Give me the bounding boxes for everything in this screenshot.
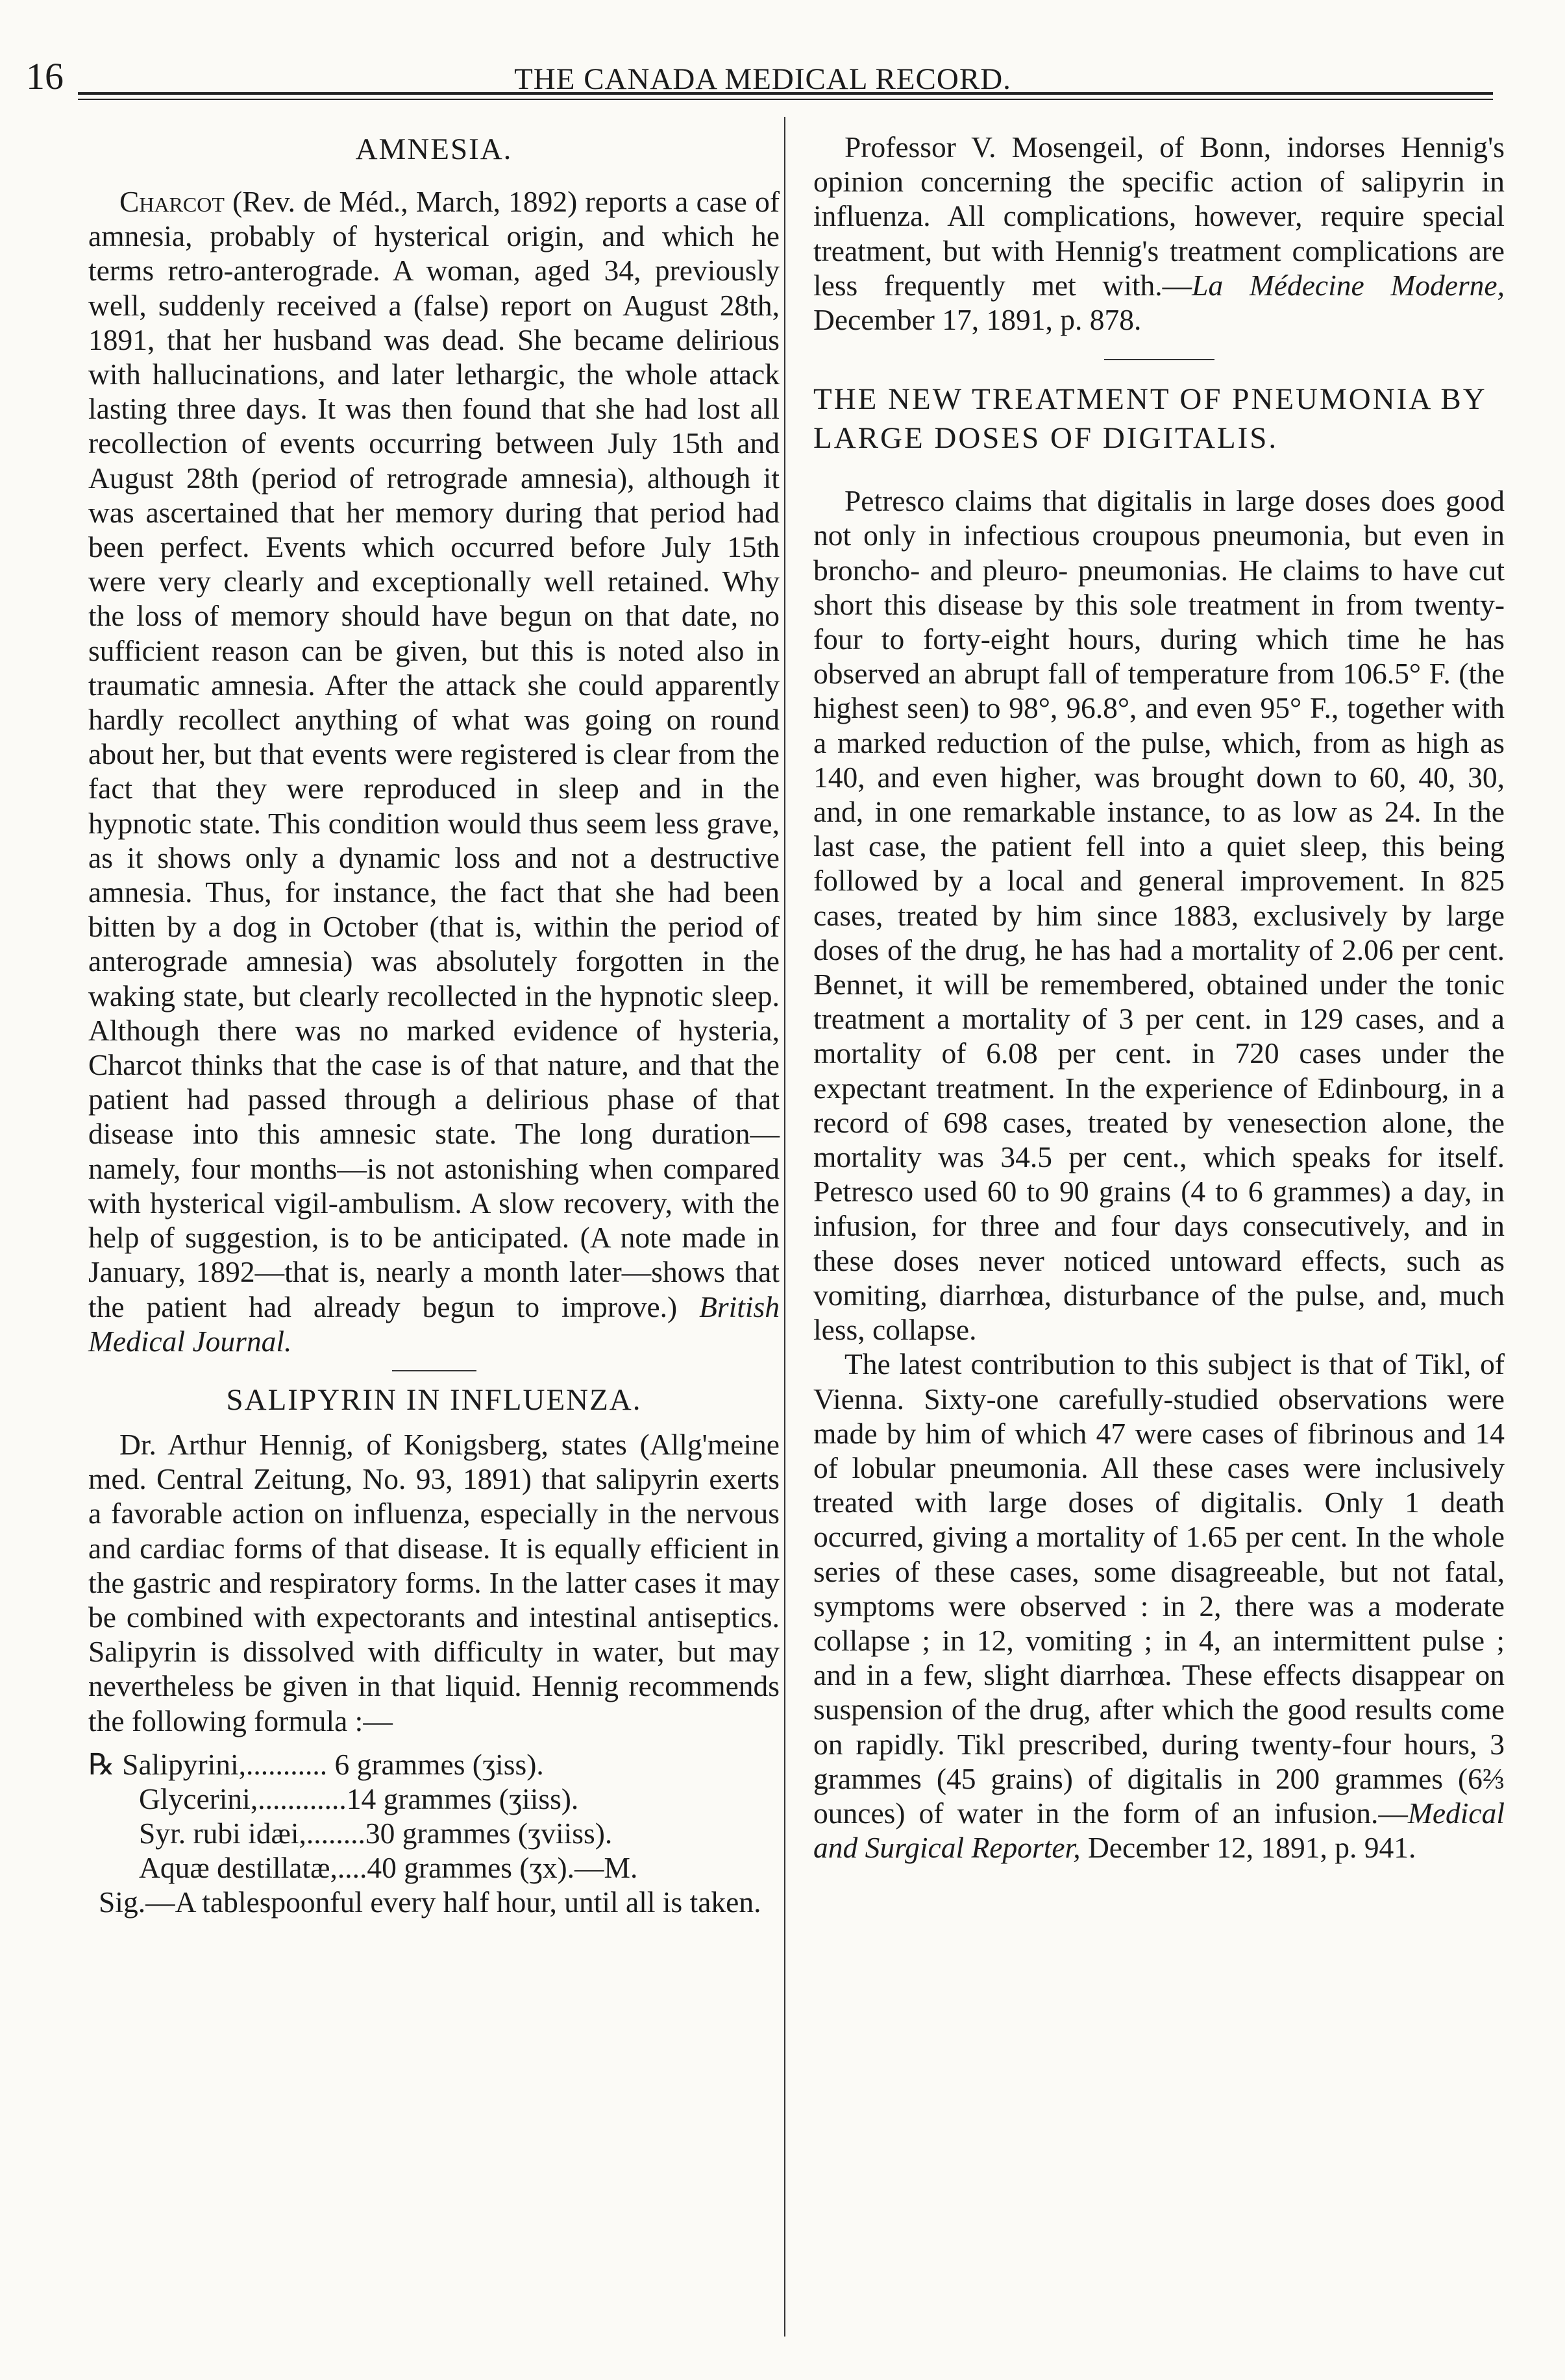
amnesia-source: British Medical Journal. <box>88 1290 780 1358</box>
article-body-tikl <box>813 1347 1505 1865</box>
formula-directions: Sig.—A tablespoonful every half hour, until all is taken. <box>99 1885 761 1919</box>
article-body-pneumonia: Petresco claims that digitalis in large doses does good not only in infectious croupous pneumonia, but even in broncho- and pleuro- pneumonias. He claims to have cut short this disease by this sole treatment in from twenty-four to forty-eight hours, during which time he has observed an abrupt fall of temperature from 106.5° F. (the highest seen) to 98°, 96.8°, and even 95° F., together with a marked reduction of the pulse, which, from as high as 140, and even higher, was brought down to 60, 40, 30, and, in one remarkable instance, to as low as 24. In the last case, the patient fell into a quiet sleep, this being followed by a local and general improvement. In 825 cases, treated by him since 1883, exclusively by large doses of the drug, he has had a mortality of 2.06 per cent. Bennet, it will be remembered, obtained under the tonic treatment a mortality of 3 per cent. in 129 cases, and a mortality of 6.08 per cent. in 720 cases under the expectant treatment. In the experience of Edinbourg, in a record of 698 cases, treated by venesection alone, the mortality was 34.5 per cent., which speaks for itself. Petresco used 60 to 90 grains (4 to 6 grammes) a day, in infusion, for three and four days consecutively, and in these doses never noticed untoward effects, such as vomiting, diarrhœa, disturbance of the pulse, and, much less, collapse. <box>813 484 1505 1347</box>
page-header <box>26 51 1499 109</box>
journal-title: THE CANADA MEDICAL RECORD. <box>514 62 1011 96</box>
page-number: 16 <box>26 55 64 97</box>
header-rule <box>78 92 1493 95</box>
article-body-salipyrin: Dr. Arthur Hennig, of Konigsberg, states (Allg'meine med. Central Zeitung, No. 93, 1891) that salipyrin exerts a favorable action on influenza, especially in the nervous and cardiac forms of that disease. It is equally efficient in the gastric and respiratory forms. In the latter cases it may be combined with expectorants and intestinal antiseptics. Salipyrin is dissolved with difficulty in water, but may nevertheless be given in that liquid. Hennig recommends the following formula :— <box>88 1427 780 1737</box>
prescription-formula <box>88 1747 780 1919</box>
formula-line: Syr. rubi idæi,........30 grammes (ʒviiss). <box>139 1816 613 1850</box>
header-rule-thin <box>78 99 1493 100</box>
formula-line: Glycerini,............14 grammes (ʒiiss). <box>139 1782 579 1815</box>
right-column <box>813 130 1505 1865</box>
tikl-text: The latest contribution to this subject is that of Tikl, of Vienna. Sixty-one carefully-studied observations were made by him of which 47 were cases of fibrinous and 14 of lobular pneumonia. All these cases were inclusively treated with large doses of digitalis. Only 1 death occurred, giving a mortality of 1.65 per cent. In the whole series of these cases, some disagreeable, but not fatal, symptoms were observed : in 2, there was a moderate collapse ; in 12, vomiting ; in 4, an intermittent pulse ; and in a few, slight diarrhœa. These effects disappear on suspension of the drug, after which the good results come on rapidly. Tikl prescribed, during twenty-four hours, 3 grammes (45 grains) of digitalis in 200 grammes (6⅔ ounces) of water in the form of an infusion.— <box>813 1347 1505 1830</box>
pneumonia-date: December 12, 1891, p. 941. <box>1087 1831 1416 1865</box>
mosengeil-date: December 17, 1891, p. 878. <box>813 303 1142 337</box>
section-divider <box>392 1370 476 1371</box>
pneumonia-source: Medical and Surgical Reporter, <box>813 1796 1505 1865</box>
amnesia-text: (Rev. de Méd., March, 1892) reports a case of amnesia, probably of hysterical origin, and which he terms retro-anterograde. A woman, aged 34, previously well, suddenly received a (false) report on August 28th, 1891, that her husband was dead. She became delirious with hallucinations, and later lethargic, the whole attack lasting three days. It was then found that she had lost all recollection of events occurring between July 15th and August 28th (period of retrograde amnesia), although it was ascertained that her memory during that period had been perfect. Events which occurred before July 15th were very clearly and exceptionally well retained. Why the loss of memory should have begun on that date, no sufficient reason can be given, but this is noted also in traumatic amnesia. After the attack she could apparently hardly recollect anything of what was going on round about her, but that events were registered is clear from the fact that they were reproduced in sleep and in the hypnotic state. This condition would thus seem less grave, as it shows only a dynamic loss and not a destructive amnesia. Thus, for instance, the fact that she had been bitten by a dog in October (that is, within the period of anterograde amnesia) was absolutely forgotten in the waking state, but clearly recollected in the hypnotic sleep. Although there was no marked evidence of hysteria, Charcot thinks that the case is of that nature, and that the patient had passed through a delirious phase of that disease into this amnesic state. The long duration—namely, four months—is not astonishing when compared with hysterical vigil-ambulism. A slow recovery, with the help of suggestion, is to be anticipated. (A note made in January, 1892—that is, nearly a month later—shows that the patient had already begun to improve.) <box>88 185 780 1323</box>
article-title-pneumonia: THE NEW TREATMENT OF PNEUMONIA BY LARGE DOSES OF DIGITALIS. <box>813 382 1486 456</box>
mosengeil-text: Professor V. Mosengeil, of Bonn, indorses Hennig's opinion concerning the specific action of salipyrin in influenza. All complications, however, require special treatment, but with Hennig's treatment complications are less frequently met with.— <box>813 130 1505 302</box>
left-column <box>88 130 780 1919</box>
article-title-salipyrin: SALIPYRIN IN INFLUENZA. <box>226 1382 642 1417</box>
column-divider <box>784 117 785 2337</box>
author-name: Charcot <box>119 185 225 218</box>
article-body-amnesia <box>88 184 780 1358</box>
formula-line: Aquæ destillatæ,....40 grammes (ʒx).—M. <box>139 1850 638 1884</box>
section-divider <box>1104 359 1214 360</box>
formula-line: ℞ Salipyrini,........... 6 grammes (ʒiss). <box>88 1747 544 1781</box>
mosengeil-source: La Médecine Moderne, <box>1192 268 1505 302</box>
article-body-mosengeil <box>813 130 1505 337</box>
article-title-amnesia: AMNESIA. <box>355 132 513 166</box>
